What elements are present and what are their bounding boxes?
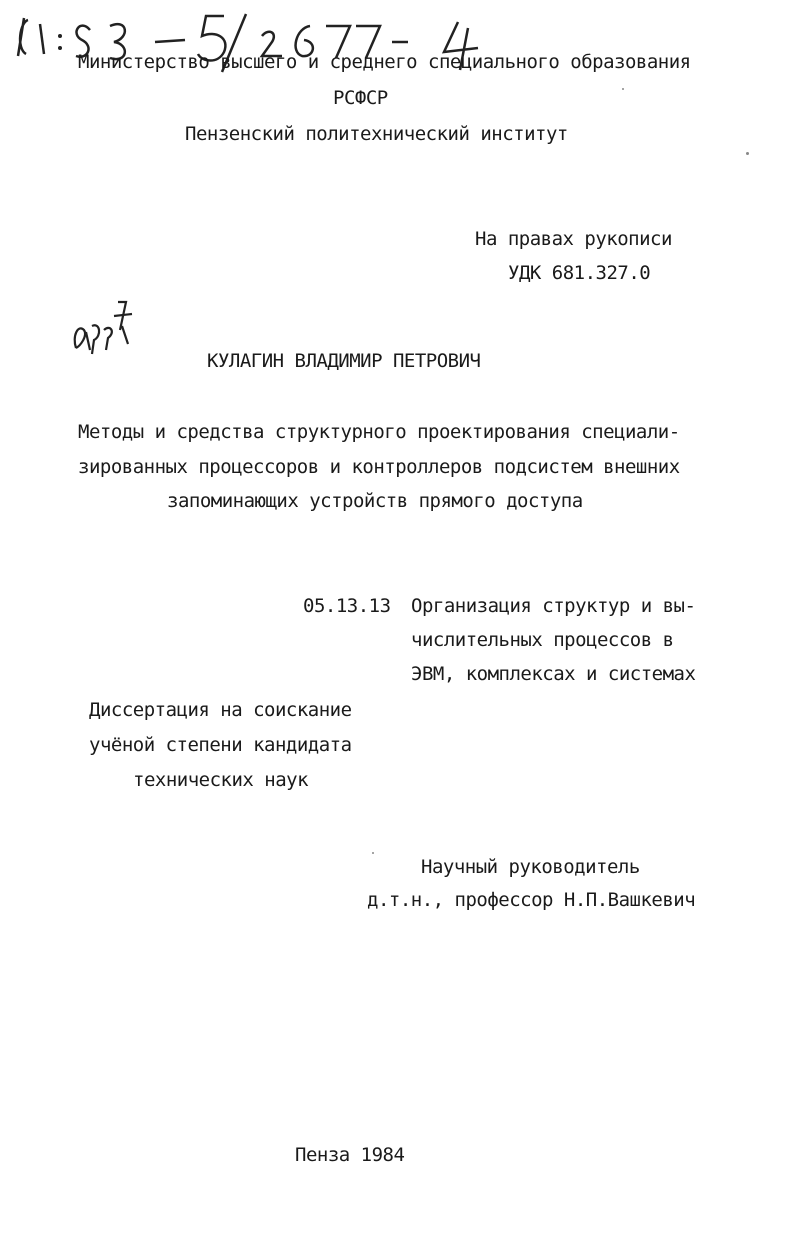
degree-statement-line: технических наук [133, 769, 309, 791]
scan-speck [622, 88, 624, 90]
specialty-name-line: ЭВМ, комплексах и системах [411, 663, 696, 685]
supervisor-label: Научный руководитель [421, 856, 640, 878]
specialty-code: 05.13.13 [303, 595, 391, 617]
scan-speck [746, 152, 749, 155]
author-name: КУЛАГИН ВЛАДИМИР ПЕТРОВИЧ [207, 350, 481, 372]
supervisor-name: д.т.н., профессор Н.П.Вашкевич [367, 889, 696, 911]
specialty-name-line: Организация структур и вы- [411, 595, 696, 617]
city-year: Пенза 1984 [295, 1144, 405, 1166]
dissertation-title-line: Методы и средства структурного проектирования специали- [78, 421, 680, 443]
scan-speck [372, 852, 374, 854]
specialty-name-line: числительных процессов в [411, 629, 674, 651]
udc-code: УДК 681.327.0 [508, 262, 651, 284]
dissertation-title-line: зированных процессоров и контроллеров подсистем внешних [78, 456, 680, 478]
institute-heading: Пензенский политехнический институт [185, 123, 568, 145]
degree-statement-line: учёной степени кандидата [89, 734, 352, 756]
dissertation-title-line: запоминающих устройств прямого доступа [167, 490, 583, 512]
degree-statement-line: Диссертация на соискание [89, 699, 352, 721]
republic-heading: РСФСР [333, 87, 388, 109]
manuscript-rights: На правах рукописи [475, 228, 672, 250]
handwritten-initials [70, 296, 140, 358]
ministry-heading: Министерство высшего и среднего специального образования [78, 51, 691, 73]
